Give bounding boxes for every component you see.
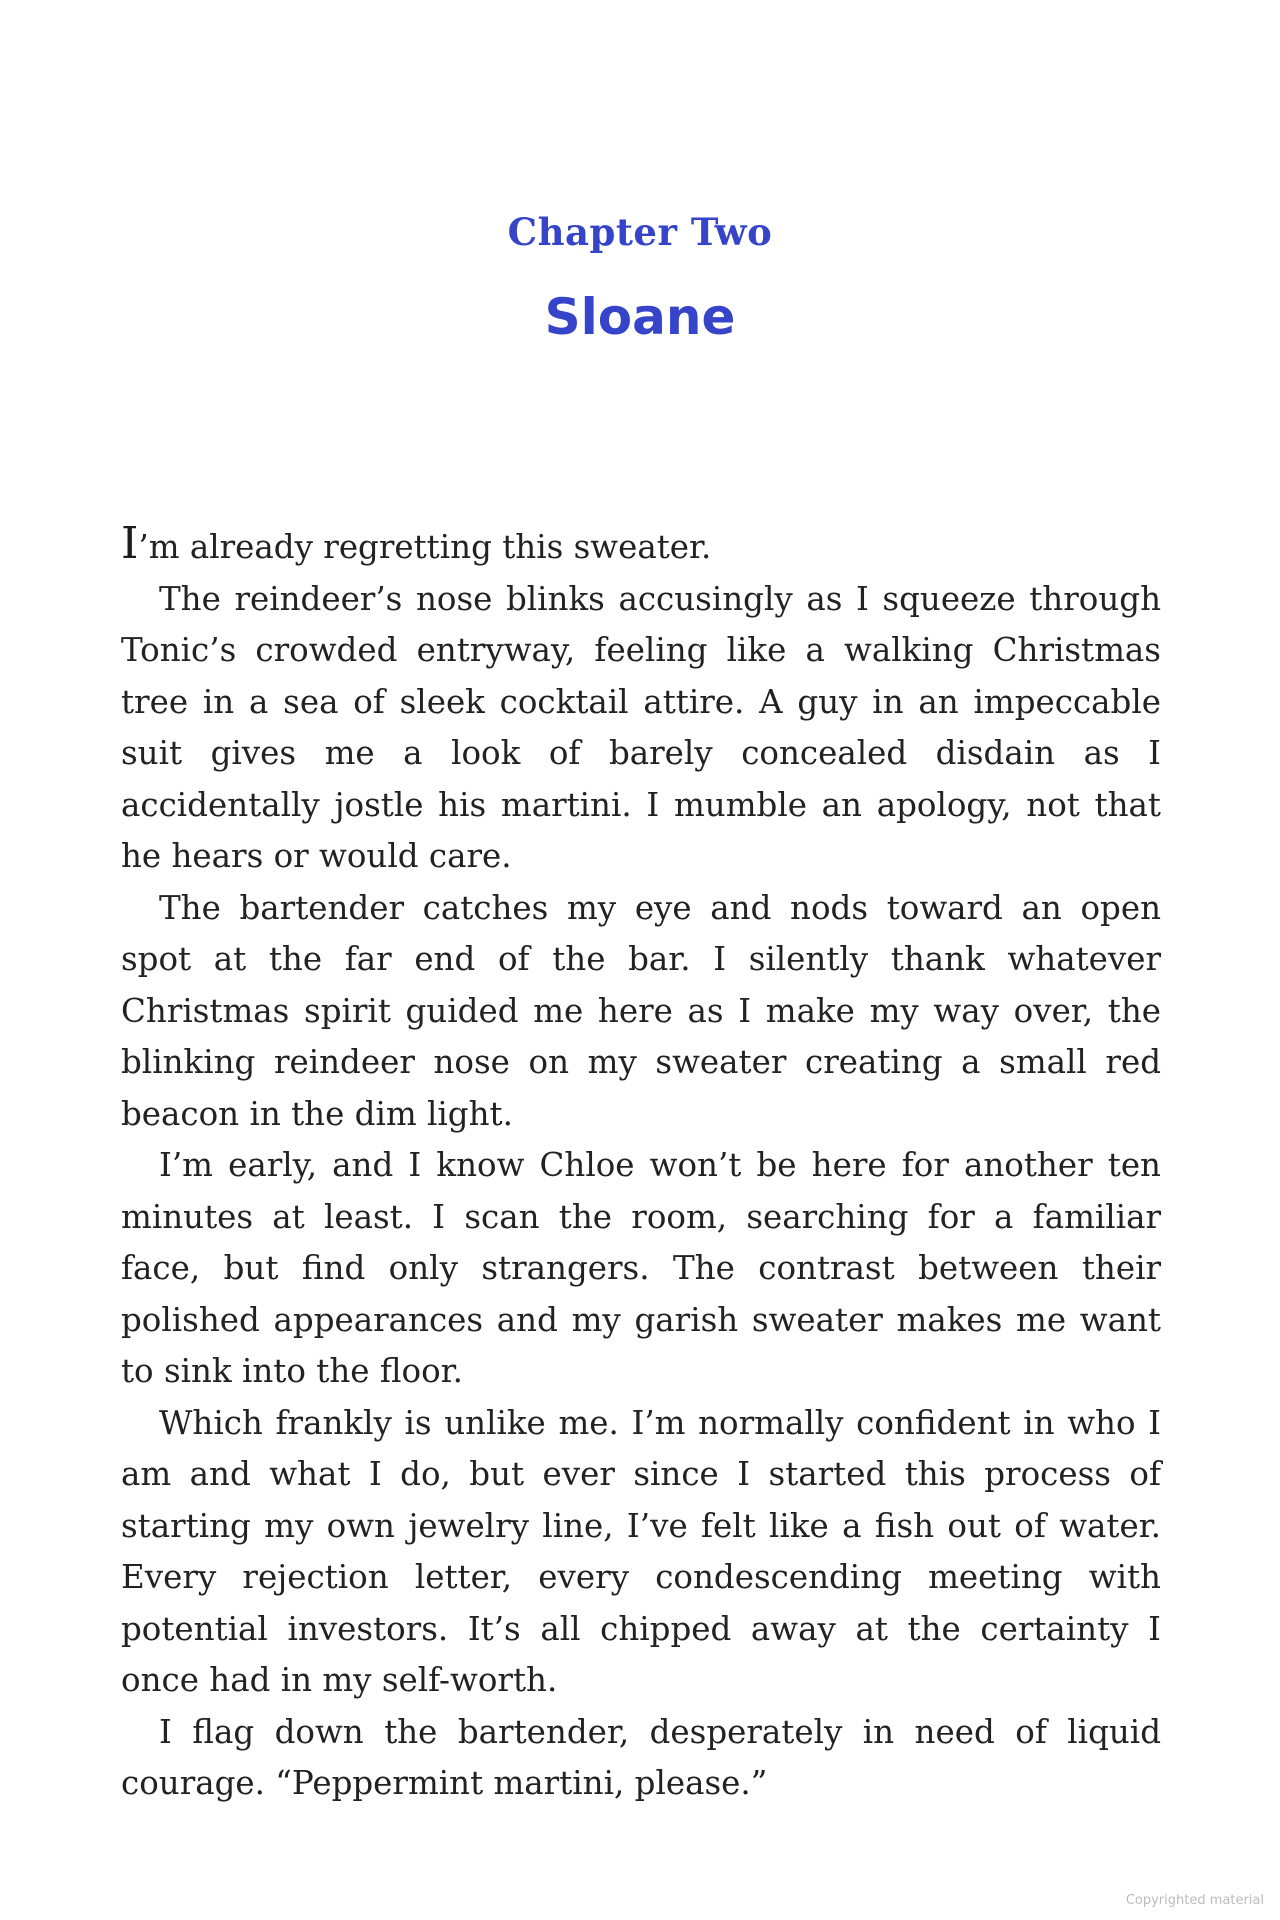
chapter-label: Chapter Two <box>507 210 773 254</box>
chapter-body <box>121 518 1161 1810</box>
paragraph: The reindeer’s nose blinks accusingly as I squeeze through Tonic’s crowded entryway, feeling like a walking Christmas tree in a sea of sleek cocktail attire. A guy in an impeccable suit gives me a look of barely concealed disdain as I accidentally jostle his martini. I mumble an apology, not that he hears or would care. <box>121 579 1161 875</box>
paragraph <box>121 518 1161 574</box>
paragraph: I flag down the bartender, desperately in need of liquid courage. “Peppermint martini, please.” <box>121 1712 1161 1802</box>
paragraph: The bartender catches my eye and nods toward an open spot at the far end of the bar. I silently thank whatever Christmas spirit guided me here as I make my way over, the blinking reindeer nose on my sweater creating a small red beacon in the dim light. <box>121 888 1161 1133</box>
paragraph-text: ’m already regretting this sweater. <box>138 528 712 566</box>
copyright-watermark: Copyrighted material <box>1125 1893 1264 1908</box>
drop-cap: I <box>121 518 139 569</box>
chapter-title: Sloane <box>544 288 736 346</box>
paragraph: I’m early, and I know Chloe won’t be here for another ten minutes at least. I scan the room, searching for a familiar face, but find only strangers. The contrast between their polished appearances and my garish sweater makes me want to sink into the floor. <box>121 1146 1161 1390</box>
paragraph: Which frankly is unlike me. I’m normally confident in who I am and what I do, but ever since I started this process of starting my own jewelry line, I’ve felt like a fish out of water. Every rejection letter, every condescending meeting with potential investors. It’s all chipped away at the certainty I once had in my self-worth. <box>121 1403 1161 1699</box>
